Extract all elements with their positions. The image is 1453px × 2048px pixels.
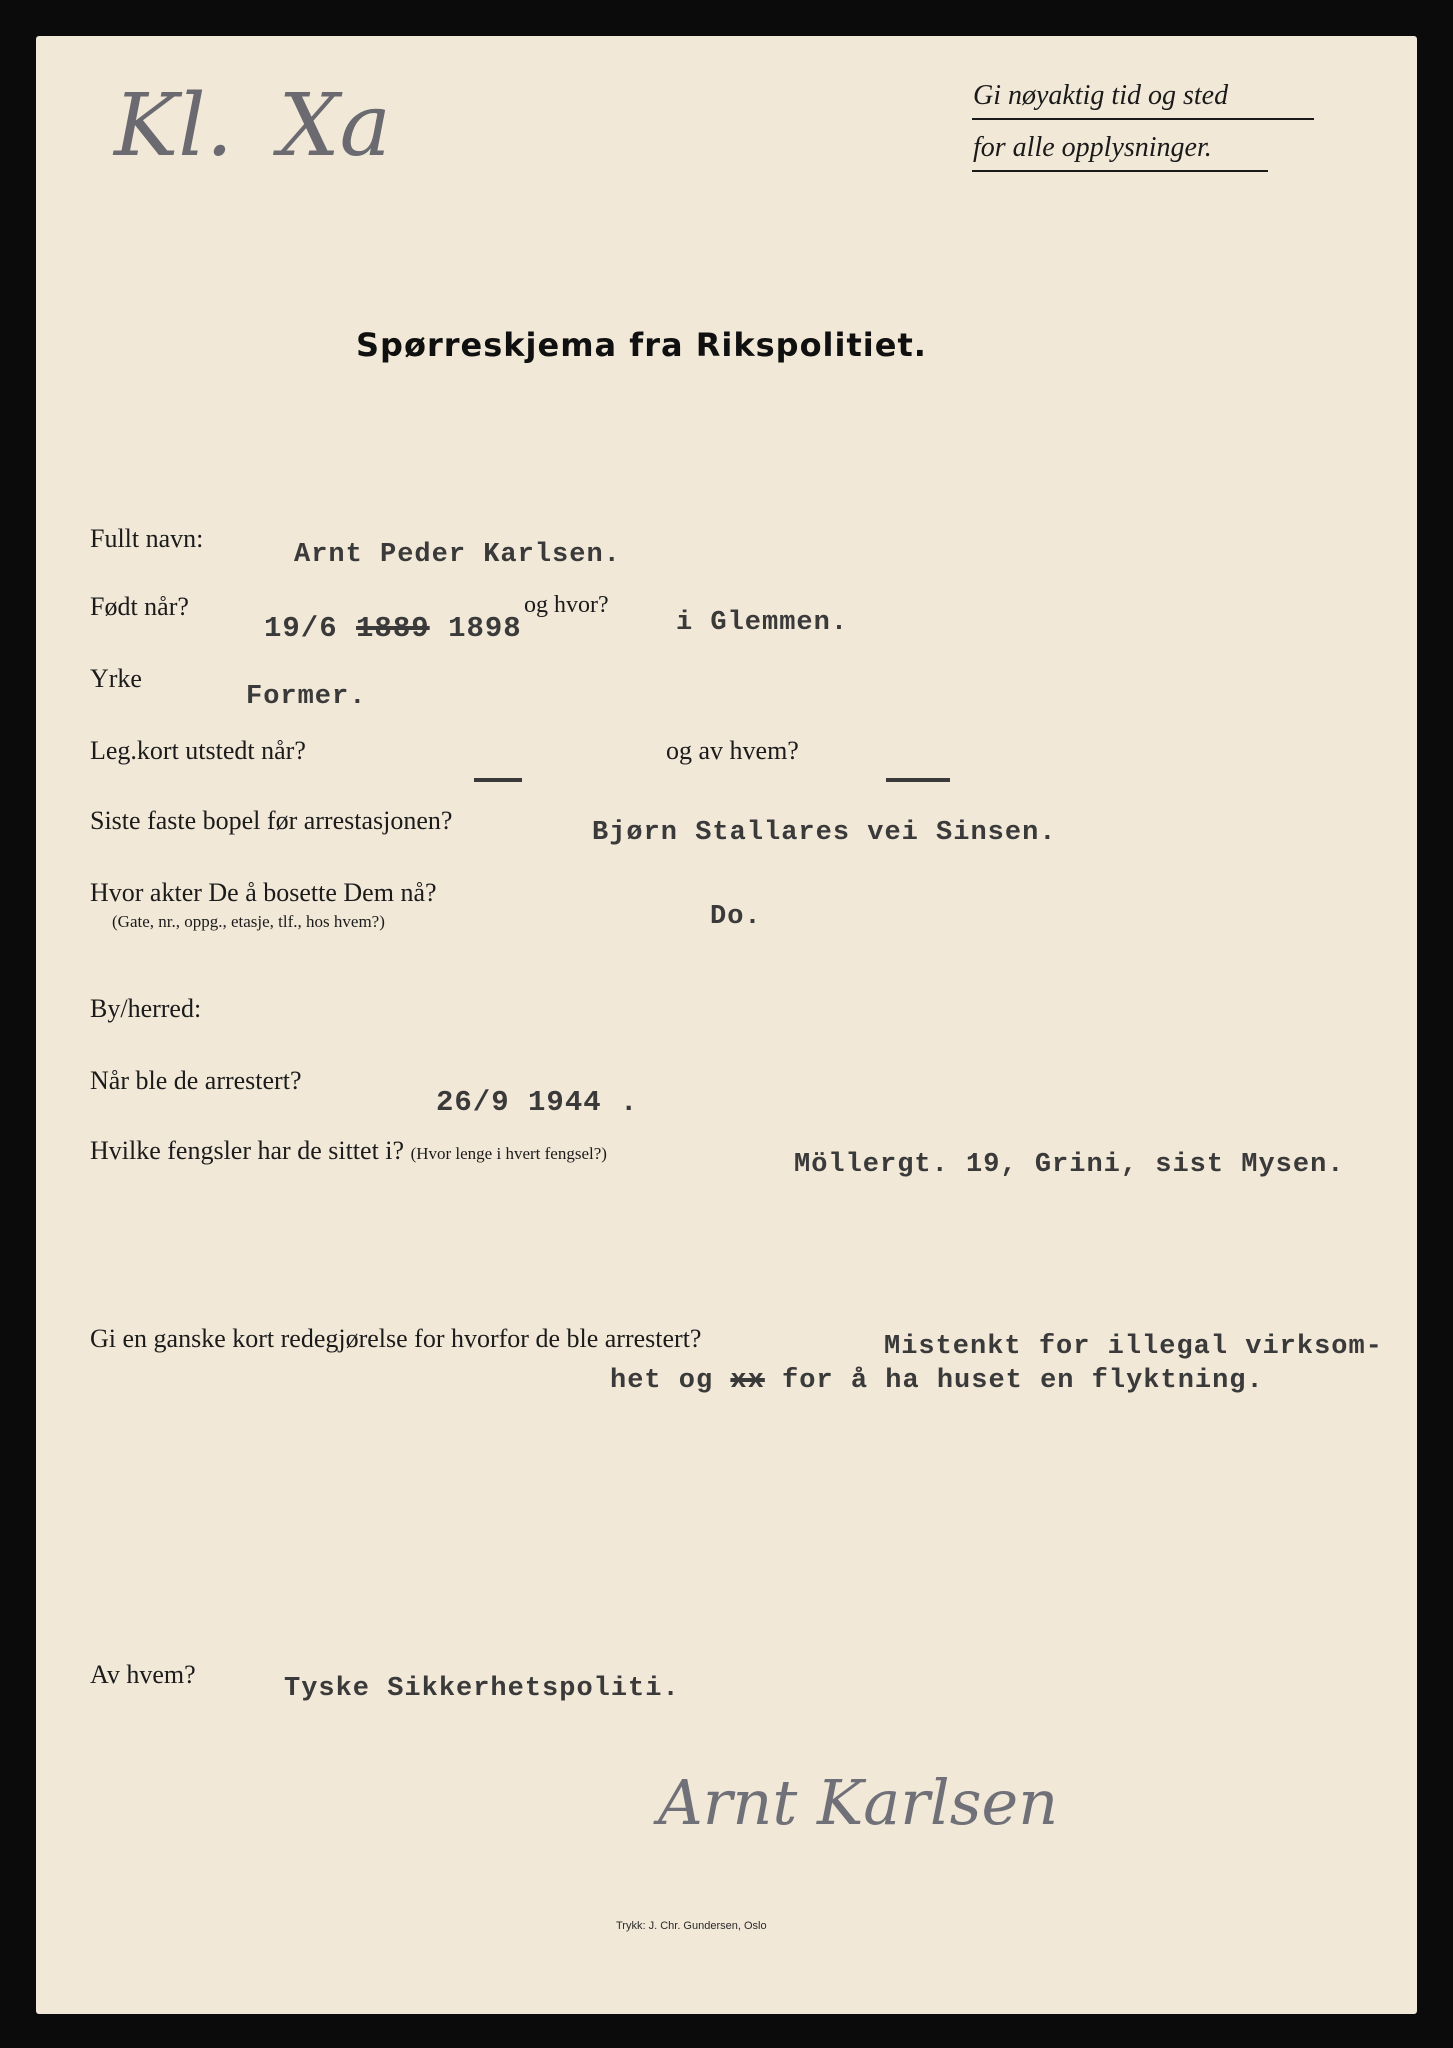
arrested-label: Når ble de arrestert? xyxy=(90,1066,302,1095)
handwritten-mark-left: Kl. xyxy=(114,76,234,176)
reason-value-line1: Mistenkt for illegal virksom- xyxy=(884,1332,1383,1362)
instruction-note-line2: for alle opplysninger. xyxy=(973,132,1212,163)
reason-line2-b: for å ha huset en flyktning. xyxy=(782,1366,1264,1396)
printer-imprint: Trykk: J. Chr. Gundersen, Oslo xyxy=(616,1920,767,1932)
prisons-label-text: Hvilke fengsler har de sittet i? xyxy=(90,1136,405,1165)
occupation-label: Yrke xyxy=(90,664,142,693)
idcard-by-label: og av hvem? xyxy=(666,736,799,765)
residence-value: Bjørn Stallares vei Sinsen. xyxy=(592,818,1057,848)
prisons-value: Möllergt. 19, Grini, sist Mysen. xyxy=(794,1150,1345,1180)
born-struck-year: 1889 xyxy=(356,612,430,645)
settle-value: Do. xyxy=(710,902,762,932)
idcard-by-value xyxy=(886,778,950,782)
town-label: By/herred: xyxy=(90,994,202,1023)
form-title: Spørreskjema fra Rikspolitiet. xyxy=(356,326,927,364)
arrested-value: 26/9 1944 . xyxy=(436,1086,639,1119)
handwritten-mark xyxy=(114,76,391,176)
idcard-by-value-text xyxy=(886,766,887,767)
handwritten-mark-right: Xa xyxy=(278,76,391,176)
by-whom-label: Av hvem? xyxy=(90,1660,196,1689)
reason-value-line2 xyxy=(610,1366,1264,1396)
settle-sublabel: (Gate, nr., oppg., etasje, tlf., hos hvem?) xyxy=(112,912,385,931)
reason-label: Gi en ganske kort redegjørelse for hvorfor de ble arrestert? xyxy=(90,1324,702,1353)
name-value: Arnt Peder Karlsen. xyxy=(294,540,621,570)
idcard-label: Leg.kort utstedt når? xyxy=(90,736,306,765)
prisons-label xyxy=(90,1136,607,1166)
residence-label: Siste faste bopel før arrestasjonen? xyxy=(90,806,453,835)
name-label: Fullt navn: xyxy=(90,524,204,553)
idcard-value-text xyxy=(474,766,475,767)
occupation-value: Former. xyxy=(246,682,367,712)
reason-line2-a: het og xyxy=(610,1366,714,1396)
settle-label: Hvor akter De å bosette Dem nå? xyxy=(90,878,437,907)
reason-line2-struck: xx xyxy=(730,1366,765,1396)
born-year: 1898 xyxy=(448,612,522,645)
prisons-sublabel: (Hvor lenge i hvert fengsel?) xyxy=(410,1144,607,1163)
born-label: Født når? xyxy=(90,592,189,621)
born-where-label: og hvor? xyxy=(524,592,609,618)
instruction-note-line1: Gi nøyaktig tid og sted xyxy=(973,80,1229,111)
by-whom-value: Tyske Sikkerhetspoliti. xyxy=(284,1674,680,1704)
born-date-value xyxy=(264,612,522,645)
signature: Arnt Karlsen xyxy=(658,1766,1059,1839)
born-where-value: i Glemmen. xyxy=(676,608,849,638)
note-underline-2 xyxy=(972,170,1268,172)
note-underline-1 xyxy=(972,118,1314,120)
form-sheet xyxy=(36,36,1417,2014)
born-date-prefix: 19/6 xyxy=(264,612,338,645)
idcard-value xyxy=(474,778,522,782)
